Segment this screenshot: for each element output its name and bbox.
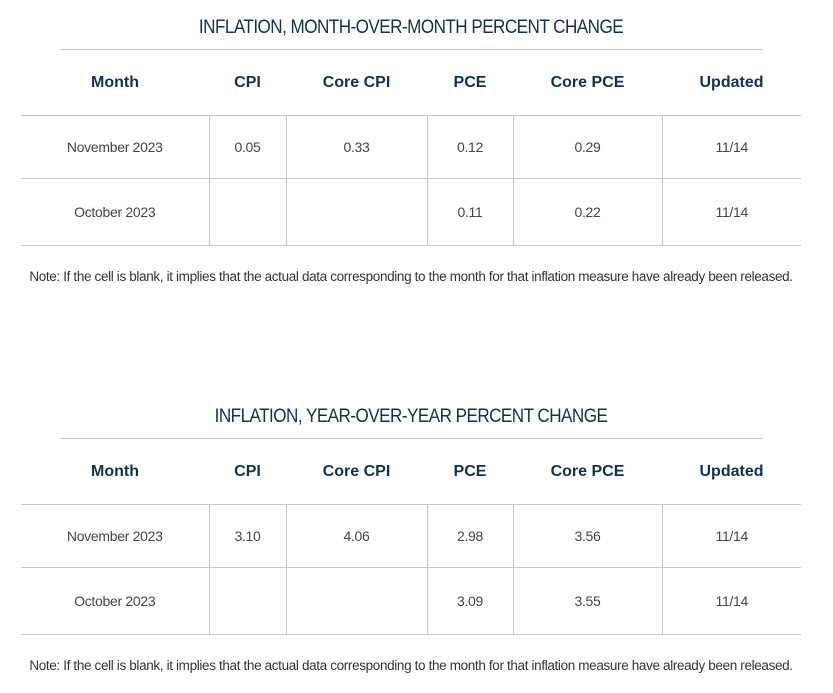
- mom-header-updated: Updated: [662, 50, 801, 116]
- updated-cell: 11/14: [662, 505, 801, 568]
- updated-cell: 11/14: [662, 116, 801, 179]
- yoy-header-month: Month: [21, 439, 209, 505]
- yoy-table: [21, 439, 801, 635]
- yoy-note: Note: If the cell is blank, it implies that the actual data corresponding to the month for that inflation measure have already been released.: [29, 658, 793, 673]
- mom-note: Note: If the cell is blank, it implies that the actual data corresponding to the month for that inflation measure have already been released.: [29, 269, 793, 284]
- mom-header-month: Month: [21, 50, 209, 116]
- month-cell: October 2023: [21, 179, 209, 246]
- mom-header-cpi: CPI: [209, 50, 286, 116]
- mom-table-title: INFLATION, MONTH-OVER-MONTH PERCENT CHANGE: [60, 0, 762, 50]
- mom-section: [21, 0, 801, 287]
- mom-header-pce: PCE: [427, 50, 513, 116]
- mom-table: [21, 50, 801, 246]
- pce-cell: 0.12: [427, 116, 513, 179]
- cpi-cell: 3.10: [209, 505, 286, 568]
- yoy-header-cpi: CPI: [209, 439, 286, 505]
- table-row: [21, 568, 801, 635]
- yoy-table-title: INFLATION, YEAR-OVER-YEAR PERCENT CHANGE: [60, 389, 762, 439]
- updated-cell: 11/14: [662, 568, 801, 635]
- core-pce-cell: 0.29: [513, 116, 662, 179]
- yoy-header-core-cpi: Core CPI: [286, 439, 427, 505]
- yoy-header-core-pce: Core PCE: [513, 439, 662, 505]
- pce-cell: 2.98: [427, 505, 513, 568]
- core-cpi-cell: 4.06: [286, 505, 427, 568]
- table-row: [21, 116, 801, 179]
- yoy-section: [21, 389, 801, 676]
- cpi-cell: [209, 568, 286, 635]
- core-pce-cell: 0.22: [513, 179, 662, 246]
- cpi-cell: 0.05: [209, 116, 286, 179]
- core-pce-cell: 3.55: [513, 568, 662, 635]
- table-row: [21, 505, 801, 568]
- core-cpi-cell: 0.33: [286, 116, 427, 179]
- updated-cell: 11/14: [662, 179, 801, 246]
- table-row: [21, 179, 801, 246]
- yoy-header-updated: Updated: [662, 439, 801, 505]
- mom-header-core-cpi: Core CPI: [286, 50, 427, 116]
- core-pce-cell: 3.56: [513, 505, 662, 568]
- yoy-header-pce: PCE: [427, 439, 513, 505]
- month-cell: November 2023: [21, 505, 209, 568]
- core-cpi-cell: [286, 179, 427, 246]
- mom-header-row: [21, 50, 801, 116]
- pce-cell: 3.09: [427, 568, 513, 635]
- mom-header-core-pce: Core PCE: [513, 50, 662, 116]
- core-cpi-cell: [286, 568, 427, 635]
- cpi-cell: [209, 179, 286, 246]
- month-cell: October 2023: [21, 568, 209, 635]
- pce-cell: 0.11: [427, 179, 513, 246]
- yoy-header-row: [21, 439, 801, 505]
- month-cell: November 2023: [21, 116, 209, 179]
